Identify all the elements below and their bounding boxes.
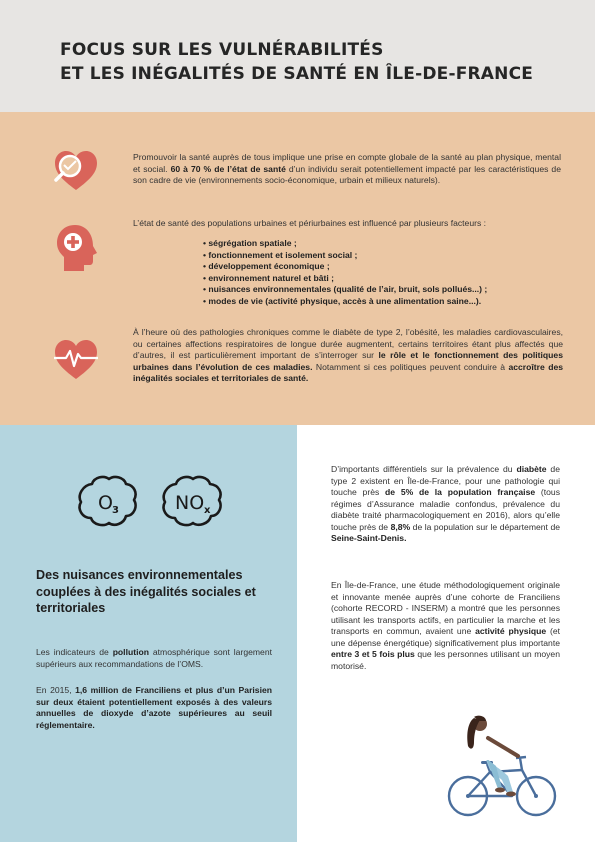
diabetes-paragraph bbox=[331, 464, 560, 545]
record-study-paragraph bbox=[331, 580, 560, 672]
diabetes-text: D’importants différentiels sur la prévalence du bbox=[331, 464, 517, 474]
factors-list bbox=[203, 238, 533, 308]
pollution-paragraph bbox=[36, 647, 272, 670]
pollution-text: Les indicateurs de bbox=[36, 647, 113, 657]
pollution-text-end: atmosphérique sont largement supérieurs aux recommandations de l’OMS. bbox=[36, 647, 272, 669]
chronic-text-mid: Notamment si ces politiques peuvent conduire à bbox=[312, 361, 509, 372]
factor-item: • nuisances environnementales (qualité de l’air, bruit, sols pollués...) ; bbox=[203, 284, 488, 295]
factor-item: • modes de vie (activité physique, accès à une alimentation saine...). bbox=[203, 295, 482, 306]
chronic-highlight: le rôle et le fonctionnement des politiques urbaines dans l’évolution de ces maladies. bbox=[133, 350, 563, 372]
title-line-2: ET LES INÉGALITÉS DE SANTÉ EN ÎLE-DE-FRANCE bbox=[60, 64, 534, 84]
exposure-text: En 2015, bbox=[36, 685, 76, 695]
diabetes-highlight-3: 8,8% bbox=[390, 521, 411, 532]
nox-label: NO bbox=[175, 492, 205, 514]
exposure-highlight: 1,6 million de Franciliens et plus d’un Parisien sur deux étaient potentiellement exposés à des valeurs annuelles de dioxyde d’azote supérieures au seuil réglementaire. bbox=[36, 685, 272, 730]
nox-cloud-icon bbox=[160, 474, 226, 530]
chronic-diseases-paragraph bbox=[133, 327, 563, 385]
diabetes-highlight: diabète bbox=[516, 464, 547, 474]
pollution-highlight: pollution bbox=[112, 647, 149, 657]
nox-subscript: x bbox=[204, 505, 211, 516]
diabetes-text-2: de type 2 existent en Île-de-France, pour une pathologie qui touche près bbox=[331, 464, 560, 497]
factors-intro: L’état de santé des populations urbaines et périurbaines est influencé par plusieurs facteurs : bbox=[133, 218, 487, 228]
chronic-highlight-end: accroître des inégalités sociales et territoriales de santé. bbox=[133, 361, 564, 383]
factor-item: • fonctionnement et isolement social ; bbox=[203, 249, 358, 260]
record-highlight: activité physique bbox=[475, 626, 547, 636]
record-text: En Île-de-France, une étude méthodologiquement originale et innovante menée auprès d’une cohorte de Franciliens (cohorte RECORD - INSERM) a montré que les personnes utilisant les transports actifs, en particulier la marche et les transports en commun, avaient une bbox=[331, 580, 560, 636]
intro-highlight: 60 à 70 % de l’état de santé bbox=[170, 163, 286, 174]
o3-label: O bbox=[98, 492, 113, 514]
cyclist-illustration bbox=[440, 712, 560, 820]
record-text-3: que les personnes utilisant un moyen motorisé. bbox=[331, 649, 560, 671]
nuisance-heading bbox=[36, 567, 276, 617]
title-line-1: FOCUS SUR LES VULNÉRABILITÉS bbox=[60, 40, 384, 60]
exposure-paragraph bbox=[36, 685, 272, 731]
record-text-2: (et une dépense énergétique) significativement plus importante bbox=[331, 626, 560, 648]
nuisance-heading-text: Des nuisances environnementales couplées à des bbox=[36, 568, 243, 599]
intro-paragraph bbox=[133, 152, 561, 187]
chronic-text: À l’heure où des pathologies chroniques comme le diabète de type 2, l’obésité, les maladies cardiovasculaires, ou certaines affections respiratoires de longue durée augmentent, certains territoires étant plus affectés que d’autres, il est particulièrement important de s’interroger sur bbox=[133, 327, 563, 360]
head-health-icon bbox=[55, 222, 99, 274]
diabetes-text-3: (tous régimes d’Assurance maladie confondus, prévalence du diabète traité pharmacologiquement en 2016), alors qu’elle touche près de bbox=[331, 487, 561, 532]
o3-cloud-icon bbox=[76, 474, 140, 530]
intro-text: Promouvoir la santé auprès de tous implique une prise en compte globale de la santé au plan physique, mental et social. bbox=[133, 152, 561, 174]
diabetes-text-4: de la population sur le département de bbox=[410, 521, 560, 532]
record-highlight-2: entre 3 et 5 fois plus bbox=[331, 649, 415, 659]
o3-subscript: 3 bbox=[112, 505, 119, 516]
diabetes-highlight-2: de 5% de la population française bbox=[385, 487, 536, 497]
nuisance-heading-bold: inégalités sociales et territoriales bbox=[36, 584, 256, 615]
intro-text-end: d’un individu serait potentiellement impacté par les caractéristiques de son cadre de vie (environnements socio-économique, urbain et milieux naturels). bbox=[133, 163, 561, 185]
page-title bbox=[60, 38, 560, 86]
diabetes-highlight-4: Seine-Saint-Denis. bbox=[331, 533, 407, 543]
heart-pulse-icon bbox=[52, 336, 100, 382]
factor-item: • développement économique ; bbox=[203, 261, 330, 272]
factor-item: • ségrégation spatiale ; bbox=[203, 238, 297, 248]
environment-section bbox=[0, 425, 297, 842]
factor-item: • environnement naturel et bâti ; bbox=[203, 272, 334, 283]
heart-magnifier-icon bbox=[51, 146, 101, 194]
